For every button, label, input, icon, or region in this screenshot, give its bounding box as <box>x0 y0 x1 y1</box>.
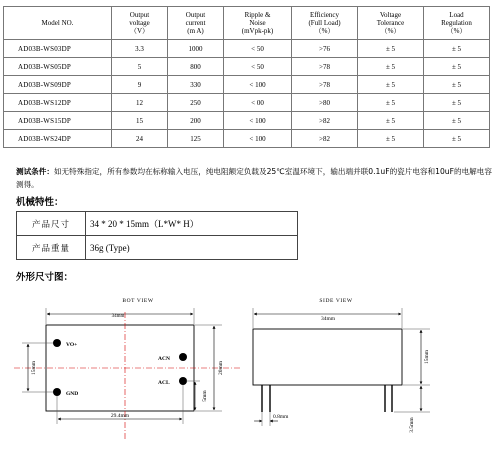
value-cell: ± 5 <box>358 94 424 112</box>
model-cell: AD03B-WS03DP <box>4 40 112 58</box>
pin-acn <box>179 353 187 361</box>
value-cell: 200 <box>168 112 224 130</box>
value-cell: >78 <box>292 76 358 94</box>
weight-label: 产品重量 <box>17 236 86 260</box>
value-cell: ± 5 <box>424 58 490 76</box>
value-cell: ± 5 <box>358 130 424 148</box>
value-cell: < 50 <box>224 58 292 76</box>
value-cell: ± 5 <box>358 112 424 130</box>
pin-diameter-label: 0.8mm <box>273 414 289 420</box>
model-cell: AD03B-WS12DP <box>4 94 112 112</box>
value-cell: 5 <box>112 58 168 76</box>
model-cell: AD03B-WS15DP <box>4 112 112 130</box>
value-cell: >78 <box>292 58 358 76</box>
value-cell: ± 5 <box>424 130 490 148</box>
side-height-label: 15mm <box>424 349 430 365</box>
value-cell: < 50 <box>224 40 292 58</box>
pin-gap-label: 5mm <box>202 390 208 402</box>
test-conditions-text: 如无特殊指定，所有参数均在标称输入电压，纯电阻额定负载及25℃室温环境下，输出端并联0.1uF的瓷片电容和10uF的电解电容测得。 <box>16 167 492 189</box>
value-cell: < 00 <box>224 94 292 112</box>
value-cell: ± 5 <box>424 112 490 130</box>
column-header-line: （V） <box>129 27 150 35</box>
column-header-line: （%） <box>446 27 467 35</box>
column-header-line: Ripple & <box>244 11 271 19</box>
value-cell: >82 <box>292 112 358 130</box>
column-header-line: current <box>185 19 206 27</box>
column-header-line: Efficiency <box>309 11 340 19</box>
value-cell: 3.3 <box>112 40 168 58</box>
value-cell: 12 <box>112 94 168 112</box>
value-cell: 250 <box>168 94 224 112</box>
weight-value: 36g (Type) <box>86 236 298 260</box>
column-header-line: Noise <box>249 19 266 27</box>
value-cell: 24 <box>112 130 168 148</box>
value-cell: >80 <box>292 94 358 112</box>
value-cell: < 100 <box>224 112 292 130</box>
column-header-line: Regulation <box>441 19 472 27</box>
side-view-outline <box>253 329 402 385</box>
pin-pitch-label: 29.4mm <box>110 413 130 419</box>
model-cell: AD03B-WS09DP <box>4 76 112 94</box>
column-header-line: (Full Load) <box>308 19 341 27</box>
value-cell: < 100 <box>224 130 292 148</box>
column-header-line: （%） <box>380 27 401 35</box>
value-cell: ± 5 <box>424 94 490 112</box>
pin-label-acn: ACN <box>158 356 170 362</box>
pin-vo-plus <box>53 339 61 347</box>
value-cell: 330 <box>168 76 224 94</box>
model-cell: AD03B-WS24DP <box>4 130 112 148</box>
value-cell: 9 <box>112 76 168 94</box>
bot-length-label: 34mm <box>111 314 125 319</box>
column-header-line: (m A) <box>187 27 204 35</box>
value-cell: 800 <box>168 58 224 76</box>
test-conditions-label: 测试条件： <box>16 167 54 176</box>
column-header-line: voltage <box>129 19 150 27</box>
pin-acl <box>179 377 187 385</box>
value-cell: ± 5 <box>358 58 424 76</box>
size-label: 产品尺寸 <box>17 212 86 236</box>
value-cell: 125 <box>168 130 224 148</box>
value-cell: < 100 <box>224 76 292 94</box>
column-header-line: Tolerance <box>376 19 405 27</box>
pin-label-vo-plus: VO+ <box>66 342 78 348</box>
mechanical-heading: 机械特性： <box>16 197 64 208</box>
pin-label-gnd: GND <box>66 391 79 397</box>
column-header-line: Model NO. <box>41 19 74 27</box>
column-header-line: （%） <box>314 27 335 35</box>
column-header-line: Voltage <box>379 11 402 19</box>
column-header-line: Output <box>185 11 206 19</box>
pin-length-label: 3.5mm <box>409 417 415 433</box>
model-cell: AD03B-WS05DP <box>4 58 112 76</box>
value-cell: >82 <box>292 130 358 148</box>
side-view-title: SIDE VIEW <box>319 298 353 304</box>
value-cell: ± 5 <box>358 40 424 58</box>
value-cell: ± 5 <box>424 76 490 94</box>
column-header-line: Load <box>449 11 464 19</box>
pin-gnd <box>53 388 61 396</box>
value-cell: ± 5 <box>358 76 424 94</box>
value-cell: 1000 <box>168 40 224 58</box>
bot-view-title: BOT VIEW <box>122 298 154 304</box>
value-cell: >76 <box>292 40 358 58</box>
pin-label-acl: ACL <box>158 380 170 386</box>
bot-width-label: 20mm <box>218 360 224 376</box>
value-cell: ± 5 <box>424 40 490 58</box>
side-length-label: 34mm <box>320 316 336 322</box>
column-header-line: Output <box>129 11 150 19</box>
value-cell: 15 <box>112 112 168 130</box>
size-value: 34 * 20 * 15mm（L*W* H） <box>86 212 298 236</box>
dimension-heading: 外形尺寸图： <box>16 272 74 283</box>
pin-span-label: 15mm <box>31 360 37 376</box>
column-header-line: (mVpk-pk) <box>241 27 274 35</box>
